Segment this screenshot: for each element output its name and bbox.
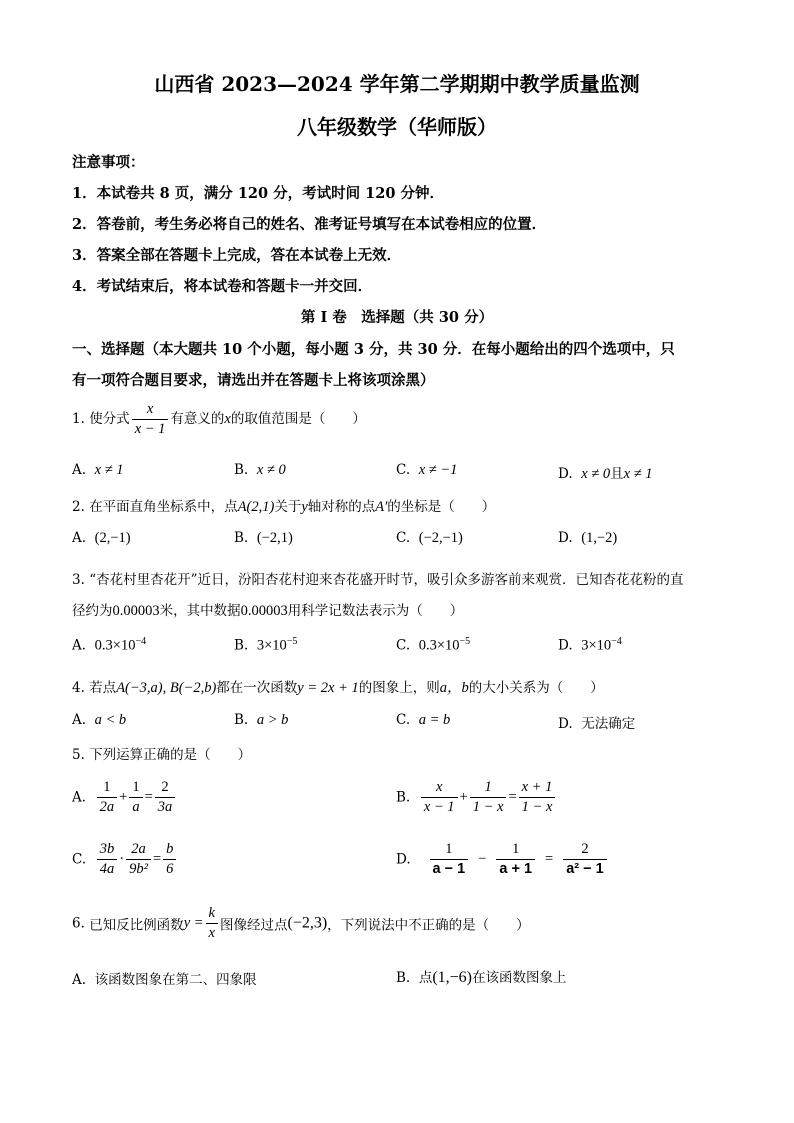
- question-number: 3.: [72, 572, 85, 588]
- exam-title: 山西省 2023—2024 学年第二学期期中教学质量监测: [154, 72, 640, 96]
- q5-option-c: C. $\frac{3b}{4a}$ · $\frac{2a}{\text{9b²}}$ = $\frac{b}{6}$: [72, 842, 178, 877]
- question-6: 6. 已知反比例函数y = $\frac{k}{x}$ 图像经过点(−2,3)，下列说法中不正确的是（ ）: [72, 905, 530, 942]
- notice-item-1: 1．本试卷共 8 页，满分 120 分，考试时间 120 分钟．: [72, 185, 444, 202]
- q1-option-a: A. x ≠ 1: [72, 462, 124, 478]
- question-number: 6.: [72, 915, 85, 932]
- question-3: 3. “杏花村里杏花开”近日，汾阳杏花村迎来杏花盛开时节，吸引众多游客前来观赏．已知杏花花粉的直: [72, 572, 684, 588]
- q4-option-d: D. 无法确定: [558, 716, 636, 732]
- q3-option-c: C. $0.3\times 10^{-5}$: [396, 636, 471, 654]
- q2-option-a: A. (2,−1): [72, 530, 131, 546]
- q6-option-b: B. 点(1,−6)在该函数图象上: [396, 969, 567, 986]
- q4-option-b: B. a > b: [234, 712, 289, 728]
- question-text: 的取值范围是（ ）: [230, 411, 366, 428]
- question-number: 4.: [72, 680, 85, 696]
- question-number: 5.: [72, 747, 85, 763]
- q5-option-a: A. $\frac{1}{2a}$ + $\frac{1}{a}$ = $\frac{2}{3a}$: [72, 780, 177, 815]
- q5-option-d: D. $\frac{1}{a - 1}$ − $\frac{1}{a + 1}$ = $\frac{2}{\text{a² − 1}}$: [396, 842, 613, 877]
- q5-option-b: B. $\frac{x}{x - 1}$ + $\frac{1}{1 - x}$ = $\frac{x + 1}{1 - x}$: [396, 780, 557, 815]
- question-3-line2: 径约为0.00003米，其中数据0.00003用科学记数法表示为（ ）: [72, 603, 464, 619]
- question-1: 1. 使分式 $\frac{x}{x - 1}$ 有意义的x的取值范围是（ ）: [72, 401, 366, 438]
- question-text: 使分式: [89, 411, 130, 428]
- q4-option-c: C. a = b: [396, 712, 451, 728]
- notice-heading: 注意事项：: [72, 154, 145, 171]
- section-instruction-line2: 有一项符合题目要求，请选出并在答题卡上将该项涂黑）: [72, 372, 435, 389]
- q2-option-b: B. (−2,1): [234, 530, 293, 546]
- q2-option-d: D. (1,−2): [558, 530, 618, 546]
- section-instruction-line1: 一、选择题（本大题共 10 个小题，每小题 3 分，共 30 分．在每小题给出的四个选项中，只: [72, 341, 675, 358]
- q3-option-b: B. $3\times 10^{-5}$: [234, 636, 298, 654]
- notice-item-3: 3．答案全部在答题卡上完成，答在本试卷上无效．: [72, 247, 402, 264]
- question-text: 有意义的: [170, 411, 225, 428]
- q1-option-d: D. x ≠ 0且x ≠ 1: [558, 466, 653, 482]
- question-number: 1.: [72, 411, 85, 428]
- section-title: 第 I 卷 选择题（共 30 分）: [300, 309, 494, 326]
- q3-option-d: D. $3\times 10^{-4}$: [558, 636, 622, 654]
- fraction: $\frac{x}{x - 1}$: [132, 402, 169, 437]
- q1-option-c: C. x ≠ −1: [396, 462, 458, 478]
- exam-subtitle: 八年级数学（华师版）: [297, 115, 497, 139]
- question-5: 5. 下列运算正确的是（ ）: [72, 747, 252, 763]
- notice-item-2: 2．答卷前，考生务必将自己的姓名、准考证号填写在本试卷相应的位置．: [72, 216, 547, 233]
- q6-option-a: A. 该函数图象在第二、四象限: [72, 972, 257, 988]
- q4-option-a: A. a < b: [72, 712, 127, 728]
- notice-item-4: 4．考试结束后，将本试卷和答题卡一并交回．: [72, 278, 373, 295]
- question-4: 4. 若点A(−3,a), B(−2,b)都在一次函数y = 2x + 1的图象上，则a，b的大小关系为（ ）: [72, 680, 604, 696]
- question-number: 2.: [72, 499, 85, 515]
- q1-option-b: B. x ≠ 0: [234, 462, 286, 478]
- q2-option-c: C. (−2,−1): [396, 530, 463, 546]
- q3-option-a: A. $0.3\times 10^{-4}$: [72, 636, 147, 654]
- question-2: 2. 在平面直角坐标系中，点A(2,1)关于y轴对称的点A′的坐标是（ ）: [72, 499, 496, 515]
